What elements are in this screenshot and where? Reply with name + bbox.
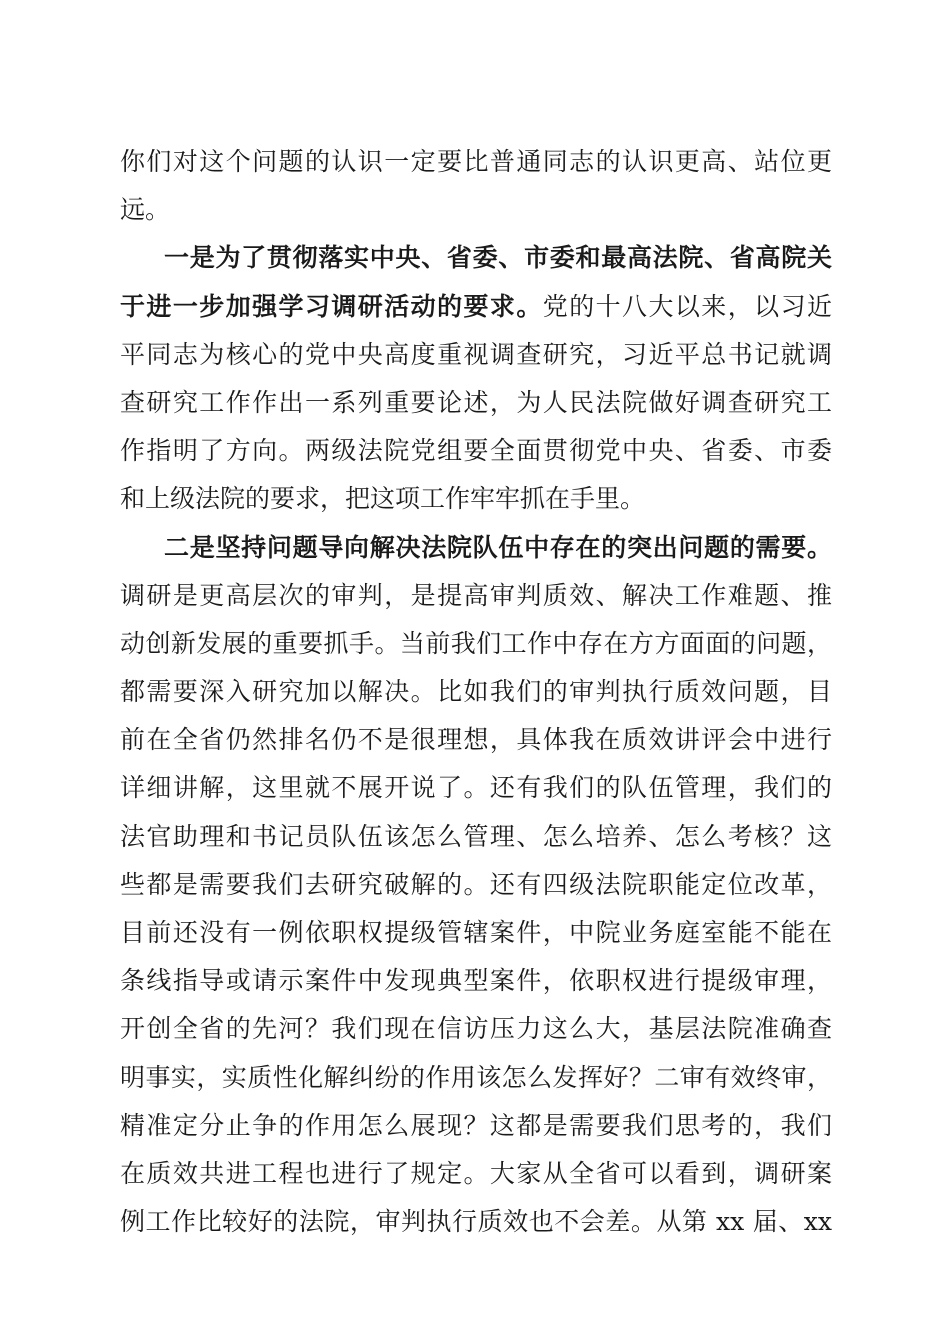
text-line: 目前还没有一例依职权提级管辖案件，中院业务庭室能不能在 (120, 918, 832, 947)
point-two-heading: 二是坚持问题导向解决法院队伍中存在的突出问题的需要。 (164, 532, 832, 562)
text-line: 动创新发展的重要抓手。当前我们工作中存在方方面面的问题， (120, 628, 832, 658)
text-span: 党的十八大以来，以习近 (542, 291, 832, 321)
text-line: 都需要深入研究加以解决。比如我们的审判执行质效问题，目 (120, 677, 832, 707)
text-line: 你们对这个问题的认识一定要比普通同志的认识更高、站位更 (120, 147, 832, 176)
text-line: 调研是更高层次的审判，是提高审判质效、解决工作难题、推 (120, 580, 832, 610)
body-text (120, 138, 832, 1246)
point-one-heading: 一是为了贯彻落实中央、省委、市委和最高法院、省高院关 (164, 243, 832, 273)
text-line: 查研究工作作出一系列重要论述，为人民法院做好调查研究工 (120, 387, 832, 417)
text-line: 前在全省仍然排名仍不是很理想，具体我在质效讲评会中进行 (120, 725, 832, 755)
text-line: 在质效共进工程也进行了规定。大家从全省可以看到，调研案 (120, 1158, 832, 1188)
point-one-heading-end: 于进一步加强学习调研活动的要求。 (120, 291, 543, 321)
text-line: 条线指导或请示案件中发现典型案件，依职权进行提级审理， (120, 966, 832, 996)
text-line: 平同志为核心的党中央高度重视调查研究，习近平总书记就调 (120, 339, 832, 369)
text-line: 作指明了方向。两级法院党组要全面贯彻党中央、省委、市委 (120, 436, 832, 466)
text-line: 明事实，实质性化解纠纷的作用该怎么发挥好？二审有效终审， (120, 1062, 832, 1092)
text-line: 远。 (120, 195, 171, 225)
text-line (120, 283, 832, 331)
text-line: 法官助理和书记员队伍该怎么管理、怎么培养、怎么考核？这 (120, 821, 832, 851)
text-line: 例工作比较好的法院，审判执行质效也不会差。从第 xx 届、xx (120, 1207, 832, 1237)
text-line: 精准定分止争的作用怎么展现？这都是需要我们思考的，我们 (120, 1110, 832, 1140)
text-line: 开创全省的先河？我们现在信访压力这么大，基层法院准确查 (120, 1014, 832, 1044)
text-line: 详细讲解，这里就不展开说了。还有我们的队伍管理，我们的 (120, 773, 832, 803)
text-line: 和上级法院的要求，把这项工作牢牢抓在手里。 (120, 484, 646, 514)
text-line: 些都是需要我们去研究破解的。还有四级法院职能定位改革， (120, 869, 832, 899)
